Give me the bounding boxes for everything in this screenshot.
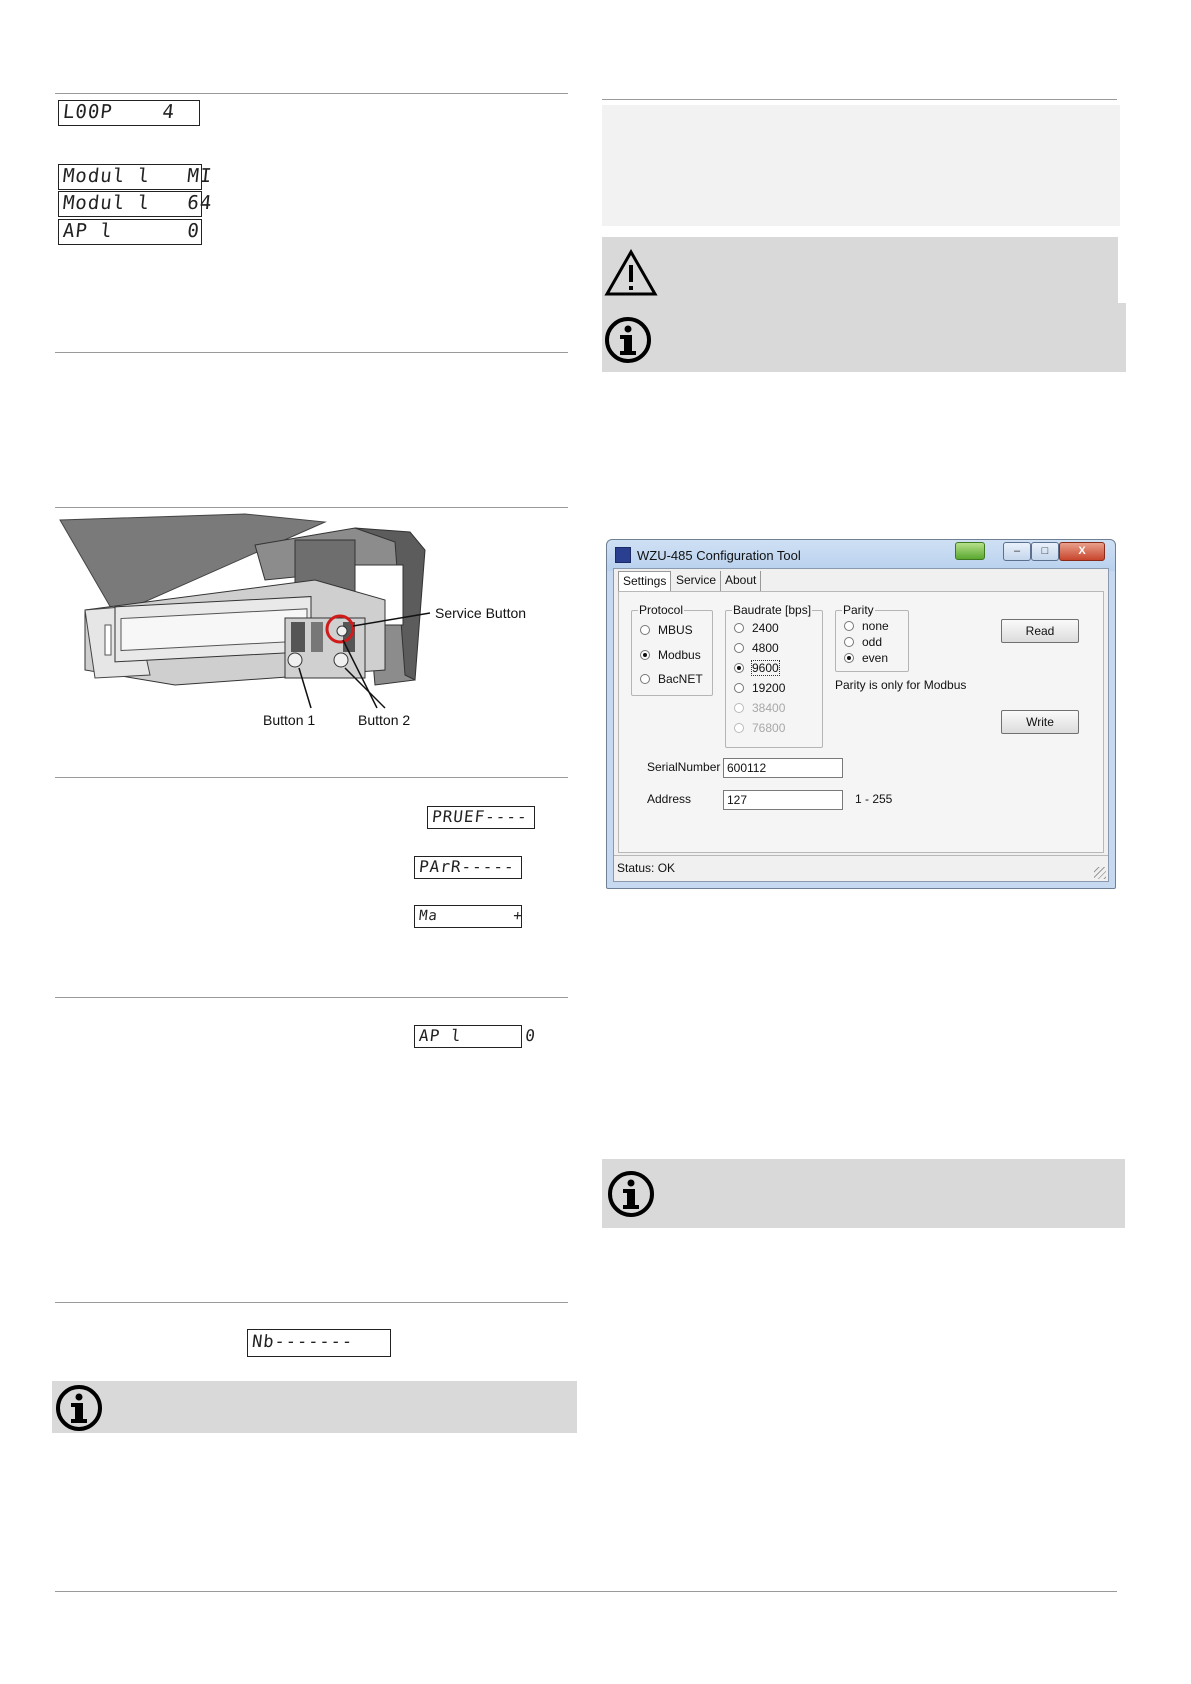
lcd-ma-text: Ma + [418,908,524,924]
info-icon [55,1384,103,1432]
lcd-nb-text: Nb------- [251,1332,355,1352]
info-icon-right-bottom [607,1170,655,1218]
info-icon-right-top [604,316,652,364]
radio-9600[interactable] [734,661,779,675]
resize-grip[interactable] [1094,867,1106,879]
tab-settings[interactable]: Settings [618,571,671,591]
serial-number-label: SerialNumber [647,760,721,774]
lcd-api-mid-display [414,1025,538,1048]
rule-5 [55,997,568,998]
info-note-right-top [602,303,1126,372]
lcd-modul-64-display [58,191,214,217]
radio-4800-label: 4800 [752,641,779,655]
tab-about[interactable]: About [721,571,761,591]
radio-odd[interactable] [844,635,882,649]
lcd-loop-text: L00P 4 [61,101,177,123]
radio-mbus-circle[interactable] [640,625,650,635]
radio-76800-label: 76800 [752,721,786,735]
warning-note [602,237,1118,303]
lcd-modul-64-text: Modul l 64 [61,192,214,214]
lcd-pruef-text: PRUEF---- [431,807,529,826]
window-body [613,568,1109,882]
lcd-nb-display [247,1329,391,1357]
radio-odd-circle[interactable] [844,637,854,647]
rule-2 [55,352,568,353]
baudrate-title: Baudrate [bps] [733,603,812,617]
rule-6 [55,1302,568,1303]
tab-service[interactable]: Service [672,571,721,591]
lcd-api-top-text: AP l 0 [61,220,201,242]
status-bar [614,855,1108,881]
maximize-button[interactable]: □ [1031,542,1059,561]
lcd-modul-mi-text: Modul l MI [61,165,214,187]
radio-mbus[interactable] [640,623,693,637]
radio-modbus-circle[interactable] [640,650,650,660]
radio-76800-circle [734,723,744,733]
lcd-ma-display [414,905,522,928]
lcd-modul-mi-display [58,164,214,190]
minimize-button[interactable]: – [1003,542,1031,561]
serial-number-field[interactable]: 600112 [723,758,843,778]
radio-4800-circle[interactable] [734,643,744,653]
service-button-label: Service Button [435,605,527,621]
lcd-api-top-display [58,219,202,245]
rule-right-top [602,99,1117,100]
radio-bacnet-circle[interactable] [640,674,650,684]
radio-19200-label: 19200 [752,681,786,695]
radio-bacnet-label: BacNET [658,672,703,686]
address-range: 1 - 255 [855,792,893,806]
radio-modbus-label: Modbus [658,648,701,662]
radio-bacnet[interactable] [640,672,703,686]
baudrate-group [725,603,823,748]
footer-rule [55,1591,1117,1592]
status-text: Status: OK [617,861,676,875]
app-icon [615,547,631,563]
settings-panel [618,591,1104,853]
light-note-box [602,105,1120,226]
lcd-parr-display [414,856,522,879]
window-title: WZU-485 Configuration Tool [637,548,801,563]
radio-even[interactable] [844,651,888,665]
rule-1 [55,93,568,94]
radio-even-circle[interactable] [844,653,854,663]
radio-even-label: even [862,651,889,665]
lcd-parr-text: PArR----- [418,857,516,876]
radio-2400-circle[interactable] [734,623,744,633]
radio-4800[interactable] [734,641,779,655]
warning-icon [604,249,658,297]
radio-2400-label: 2400 [752,621,779,635]
info-note-left [52,1381,577,1433]
parity-group [835,603,909,672]
config-tool-window [606,539,1116,889]
read-button[interactable]: Read [1001,619,1079,643]
parity-note: Parity is only for Modbus [835,678,967,692]
address-field[interactable]: 127 [723,790,843,810]
radio-9600-circle[interactable] [734,663,744,673]
radio-19200-circle[interactable] [734,683,744,693]
module-illustration [55,510,575,728]
close-button[interactable]: X [1059,542,1105,561]
rule-3 [55,507,568,508]
radio-38400-label: 38400 [752,701,786,715]
window-extra-button[interactable] [955,542,985,560]
radio-modbus[interactable] [640,648,701,662]
radio-38400-circle [734,703,744,713]
lcd-api-mid-text: AP l 0 [418,1026,538,1045]
radio-none-circle[interactable] [844,621,854,631]
radio-odd-label: odd [862,635,883,649]
address-label: Address [647,792,692,806]
button1-label: Button 1 [263,712,316,728]
radio-19200[interactable] [734,681,785,695]
radio-38400 [734,701,785,715]
write-button[interactable]: Write [1001,710,1079,734]
protocol-title: Protocol [639,603,684,617]
radio-2400[interactable] [734,621,779,635]
lcd-pruef-display [427,806,535,829]
radio-9600-label: 9600 [752,661,779,675]
radio-76800 [734,721,785,735]
lcd-loop-display [58,100,200,126]
parity-title: Parity [843,603,874,617]
info-note-right-bottom [602,1159,1125,1228]
radio-none-label: none [862,619,889,633]
protocol-group [631,603,713,696]
radio-mbus-label: MBUS [658,623,693,637]
radio-none[interactable] [844,619,889,633]
button2-label: Button 2 [358,712,411,728]
rule-4 [55,777,568,778]
